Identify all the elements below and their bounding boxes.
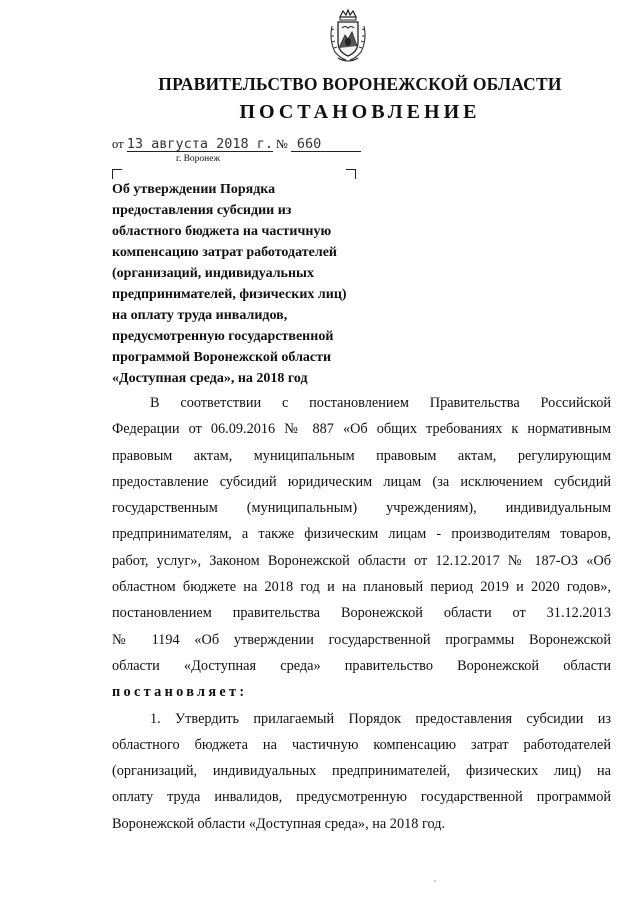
subject-line: областного бюджета на частичную bbox=[112, 224, 332, 239]
document-body bbox=[112, 390, 611, 837]
subject-line: предоставления субсидии из bbox=[112, 203, 292, 218]
government-name: ПРАВИТЕЛЬСТВО ВОРОНЕЖСКОЙ ОБЛАСТИ bbox=[158, 74, 562, 94]
subject-line: на оплату труда инвалидов, bbox=[112, 308, 288, 323]
preamble-line: правовым актам, муниципальным правовым актам, регулирующим bbox=[112, 447, 611, 464]
preamble-line: Федерации от 06.09.2016 № 887 «Об общих требованиях к нормативным bbox=[112, 421, 611, 438]
date-prefix: от bbox=[112, 137, 124, 151]
document-date: 13 августа 2018 г. bbox=[126, 136, 273, 152]
preamble-line: В соответствии с постановлением Правительства Российской bbox=[150, 395, 611, 411]
subject-line: (организаций, индивидуальных bbox=[112, 266, 314, 281]
subject-corner-left bbox=[112, 169, 122, 179]
subject-corner-right bbox=[346, 169, 356, 179]
item-line: Воронежской области «Доступная среда», на 2018 год. bbox=[112, 815, 446, 832]
preamble-line: области «Доступная среда» правительство Воронежской области bbox=[112, 657, 611, 674]
coat-of-arms-icon bbox=[326, 8, 370, 64]
subject-line: Об утверждении Порядка bbox=[112, 182, 276, 197]
document-subject bbox=[112, 179, 382, 389]
subject-line: предпринимателей, физических лиц) bbox=[112, 287, 347, 302]
document-type: ПОСТАНОВЛЕНИЕ bbox=[239, 101, 481, 123]
item-line: (организаций, индивидуальных предпринимателей, физических лиц) на bbox=[112, 763, 611, 780]
item-line: областного бюджета на частичную компенсацию затрат работодателей bbox=[112, 736, 611, 753]
subject-line: компенсацию затрат работодателей bbox=[112, 245, 337, 260]
preamble-line: областном бюджете на 2018 год и на плановый период 2019 и 2020 годов», bbox=[112, 579, 611, 596]
preamble-line: постановлением правительства Воронежской области от 31.12.2013 bbox=[112, 605, 611, 622]
resolves-word: постановляет: bbox=[112, 684, 248, 701]
subject-line: «Доступная среда», на 2018 год bbox=[112, 371, 308, 386]
preamble-line: № 1194 «Об утверждении государственной программы Воронежской bbox=[112, 631, 611, 648]
item-line: 1. Утвердить прилагаемый Порядок предоставления субсидии из bbox=[150, 710, 611, 727]
subject-line: предусмотренную государственной bbox=[112, 329, 334, 344]
preamble-line: предпринимателям, а также физическим лицам - производителям товаров, bbox=[112, 526, 611, 543]
number-prefix: № bbox=[275, 137, 288, 151]
document-meta bbox=[112, 137, 361, 152]
scan-speck bbox=[434, 880, 436, 882]
preamble-line: работ, услуг», Законом Воронежской области от 12.12.2017 № 187-ОЗ «Об bbox=[112, 552, 611, 569]
preamble-line: предоставление субсидий юридическим лицам (за исключением субсидий bbox=[112, 473, 611, 490]
document-number: 660 bbox=[291, 137, 361, 152]
subject-line: программой Воронежской области bbox=[112, 350, 332, 365]
document-city: г. Воронеж bbox=[176, 154, 221, 164]
preamble-line: государственным (муниципальным) учреждениям), индивидуальным bbox=[112, 500, 611, 517]
item-line: оплату труда инвалидов, предусмотренную государственной программой bbox=[112, 789, 611, 806]
